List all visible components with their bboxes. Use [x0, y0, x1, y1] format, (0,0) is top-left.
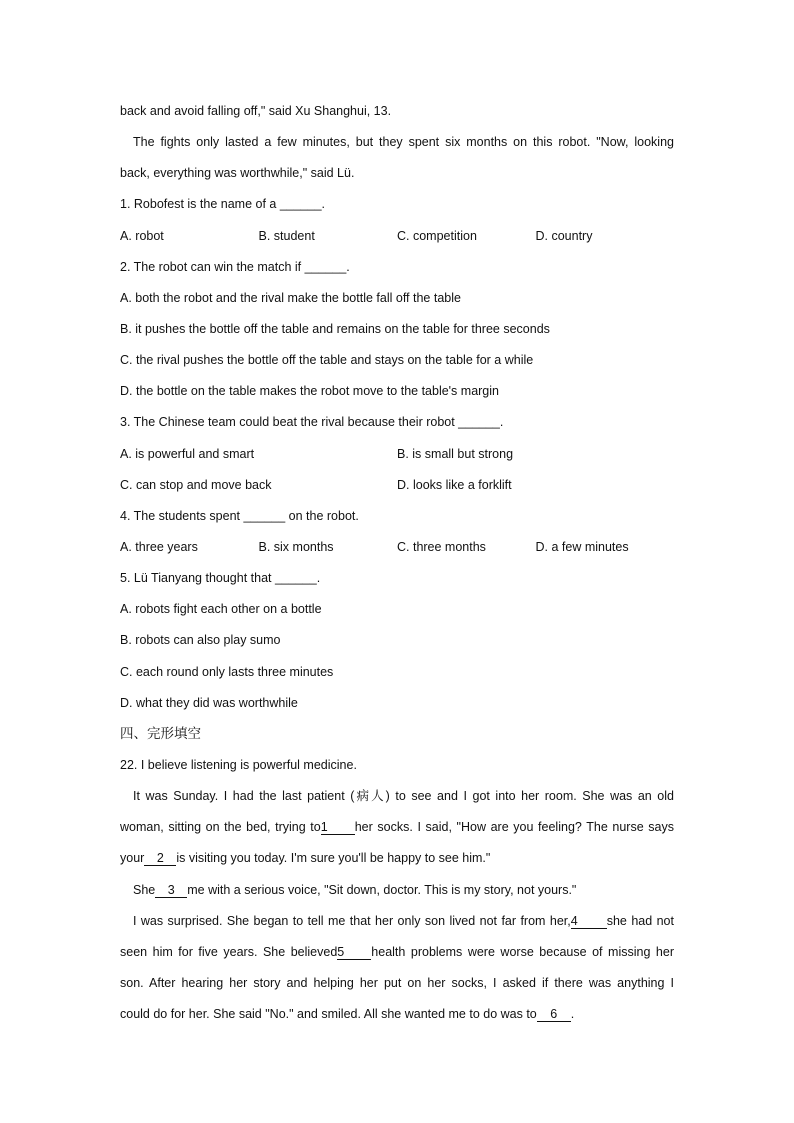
- cloze-line: son. After hearing her story and helping her put on her socks, I asked if there was anything I: [120, 975, 674, 990]
- option-c: C. competition: [397, 228, 477, 243]
- option-a: A. robot: [120, 228, 164, 243]
- cloze-text: health problems were worse because of missing her: [371, 944, 674, 959]
- option-d: D. the bottle on the table makes the robot move to the table's margin: [120, 384, 499, 399]
- cloze-line: [120, 843, 674, 874]
- option-a: A. both the robot and the rival make the bottle fall off the table: [120, 290, 461, 305]
- cloze-text: seen him for five years. She believed: [120, 944, 338, 959]
- cloze-text: She: [133, 882, 156, 897]
- cloze-text: is visiting you today. I'm sure you'll be happy to see him.": [176, 851, 491, 866]
- cloze-line: [120, 812, 674, 843]
- document-page: [120, 96, 674, 1030]
- question-stem: 1. Robofest is the name of a ______.: [120, 197, 325, 212]
- option-b: B. student: [258, 228, 315, 243]
- question-stem: 4. The students spent ______ on the robot.: [120, 508, 359, 523]
- question-options: [120, 532, 674, 563]
- option-b: B. is small but strong: [397, 446, 514, 461]
- cloze-blank-3[interactable]: 3: [155, 883, 187, 898]
- cloze-text: she had not: [606, 913, 674, 928]
- section-title: 四、完形填空: [120, 725, 201, 742]
- option-a: A. three years: [120, 539, 198, 554]
- question-options: [120, 470, 674, 501]
- passage-line: The fights only lasted a few minutes, but they spent six months on this robot. "Now, looking: [133, 135, 674, 150]
- cloze-text: .: [570, 1007, 575, 1022]
- option-b: B. it pushes the bottle off the table and remains on the table for three seconds: [120, 321, 550, 336]
- option-d: D. what they did was worthwhile: [120, 695, 298, 710]
- passage-line: back and avoid falling off," said Xu Shanghui, 13.: [120, 104, 392, 118]
- question-stem: 3. The Chinese team could beat the rival because their robot ______.: [120, 415, 504, 430]
- passage-line: back, everything was worthwhile," said Lü.: [120, 166, 355, 181]
- question-options: [120, 439, 674, 470]
- cloze-text: could do for her. She said "No." and smiled. All she wanted me to do was to: [120, 1007, 537, 1022]
- cloze-blank-6[interactable]: 6: [537, 1007, 571, 1022]
- option-c: C. three months: [397, 539, 486, 554]
- option-d: D. looks like a forklift: [397, 477, 512, 492]
- option-c: C. each round only lasts three minutes: [120, 664, 334, 679]
- option-d: D. country: [535, 228, 593, 243]
- cloze-title: 22. I believe listening is powerful medicine.: [120, 757, 357, 772]
- question-stem: 2. The robot can win the match if ______.: [120, 259, 350, 274]
- cloze-blank-1[interactable]: 1: [321, 820, 355, 835]
- cloze-text: I was surprised. She began to tell me that her only son lived not far from her,: [133, 913, 571, 928]
- cloze-text: woman, sitting on the bed, trying to: [120, 820, 321, 835]
- cloze-blank-5[interactable]: 5: [337, 945, 371, 960]
- cloze-line: It was Sunday. I had the last patient (病人) to see and I got into her room. She was an old: [133, 789, 674, 804]
- cloze-text: your: [120, 851, 145, 866]
- option-d: D. a few minutes: [535, 539, 629, 554]
- cloze-line: [120, 937, 674, 968]
- cloze-blank-2[interactable]: 2: [144, 851, 176, 866]
- option-b: B. six months: [258, 539, 334, 554]
- option-c: C. can stop and move back: [120, 477, 272, 492]
- option-a: A. robots fight each other on a bottle: [120, 602, 322, 617]
- option-b: B. robots can also play sumo: [120, 633, 281, 648]
- cloze-line: [120, 999, 674, 1030]
- option-a: A. is powerful and smart: [120, 446, 255, 461]
- option-c: C. the rival pushes the bottle off the table and stays on the table for a while: [120, 353, 534, 368]
- question-options: [120, 221, 674, 252]
- cloze-line: [120, 875, 674, 906]
- cloze-blank-4[interactable]: 4: [571, 914, 607, 929]
- cloze-text: her socks. I said, "How are you feeling? The nurse says: [354, 820, 674, 835]
- question-stem: 5. Lü Tianyang thought that ______.: [120, 571, 321, 586]
- cloze-text: me with a serious voice, "Sit down, doctor. This is my story, not yours.": [187, 882, 577, 897]
- cloze-line: [120, 906, 674, 937]
